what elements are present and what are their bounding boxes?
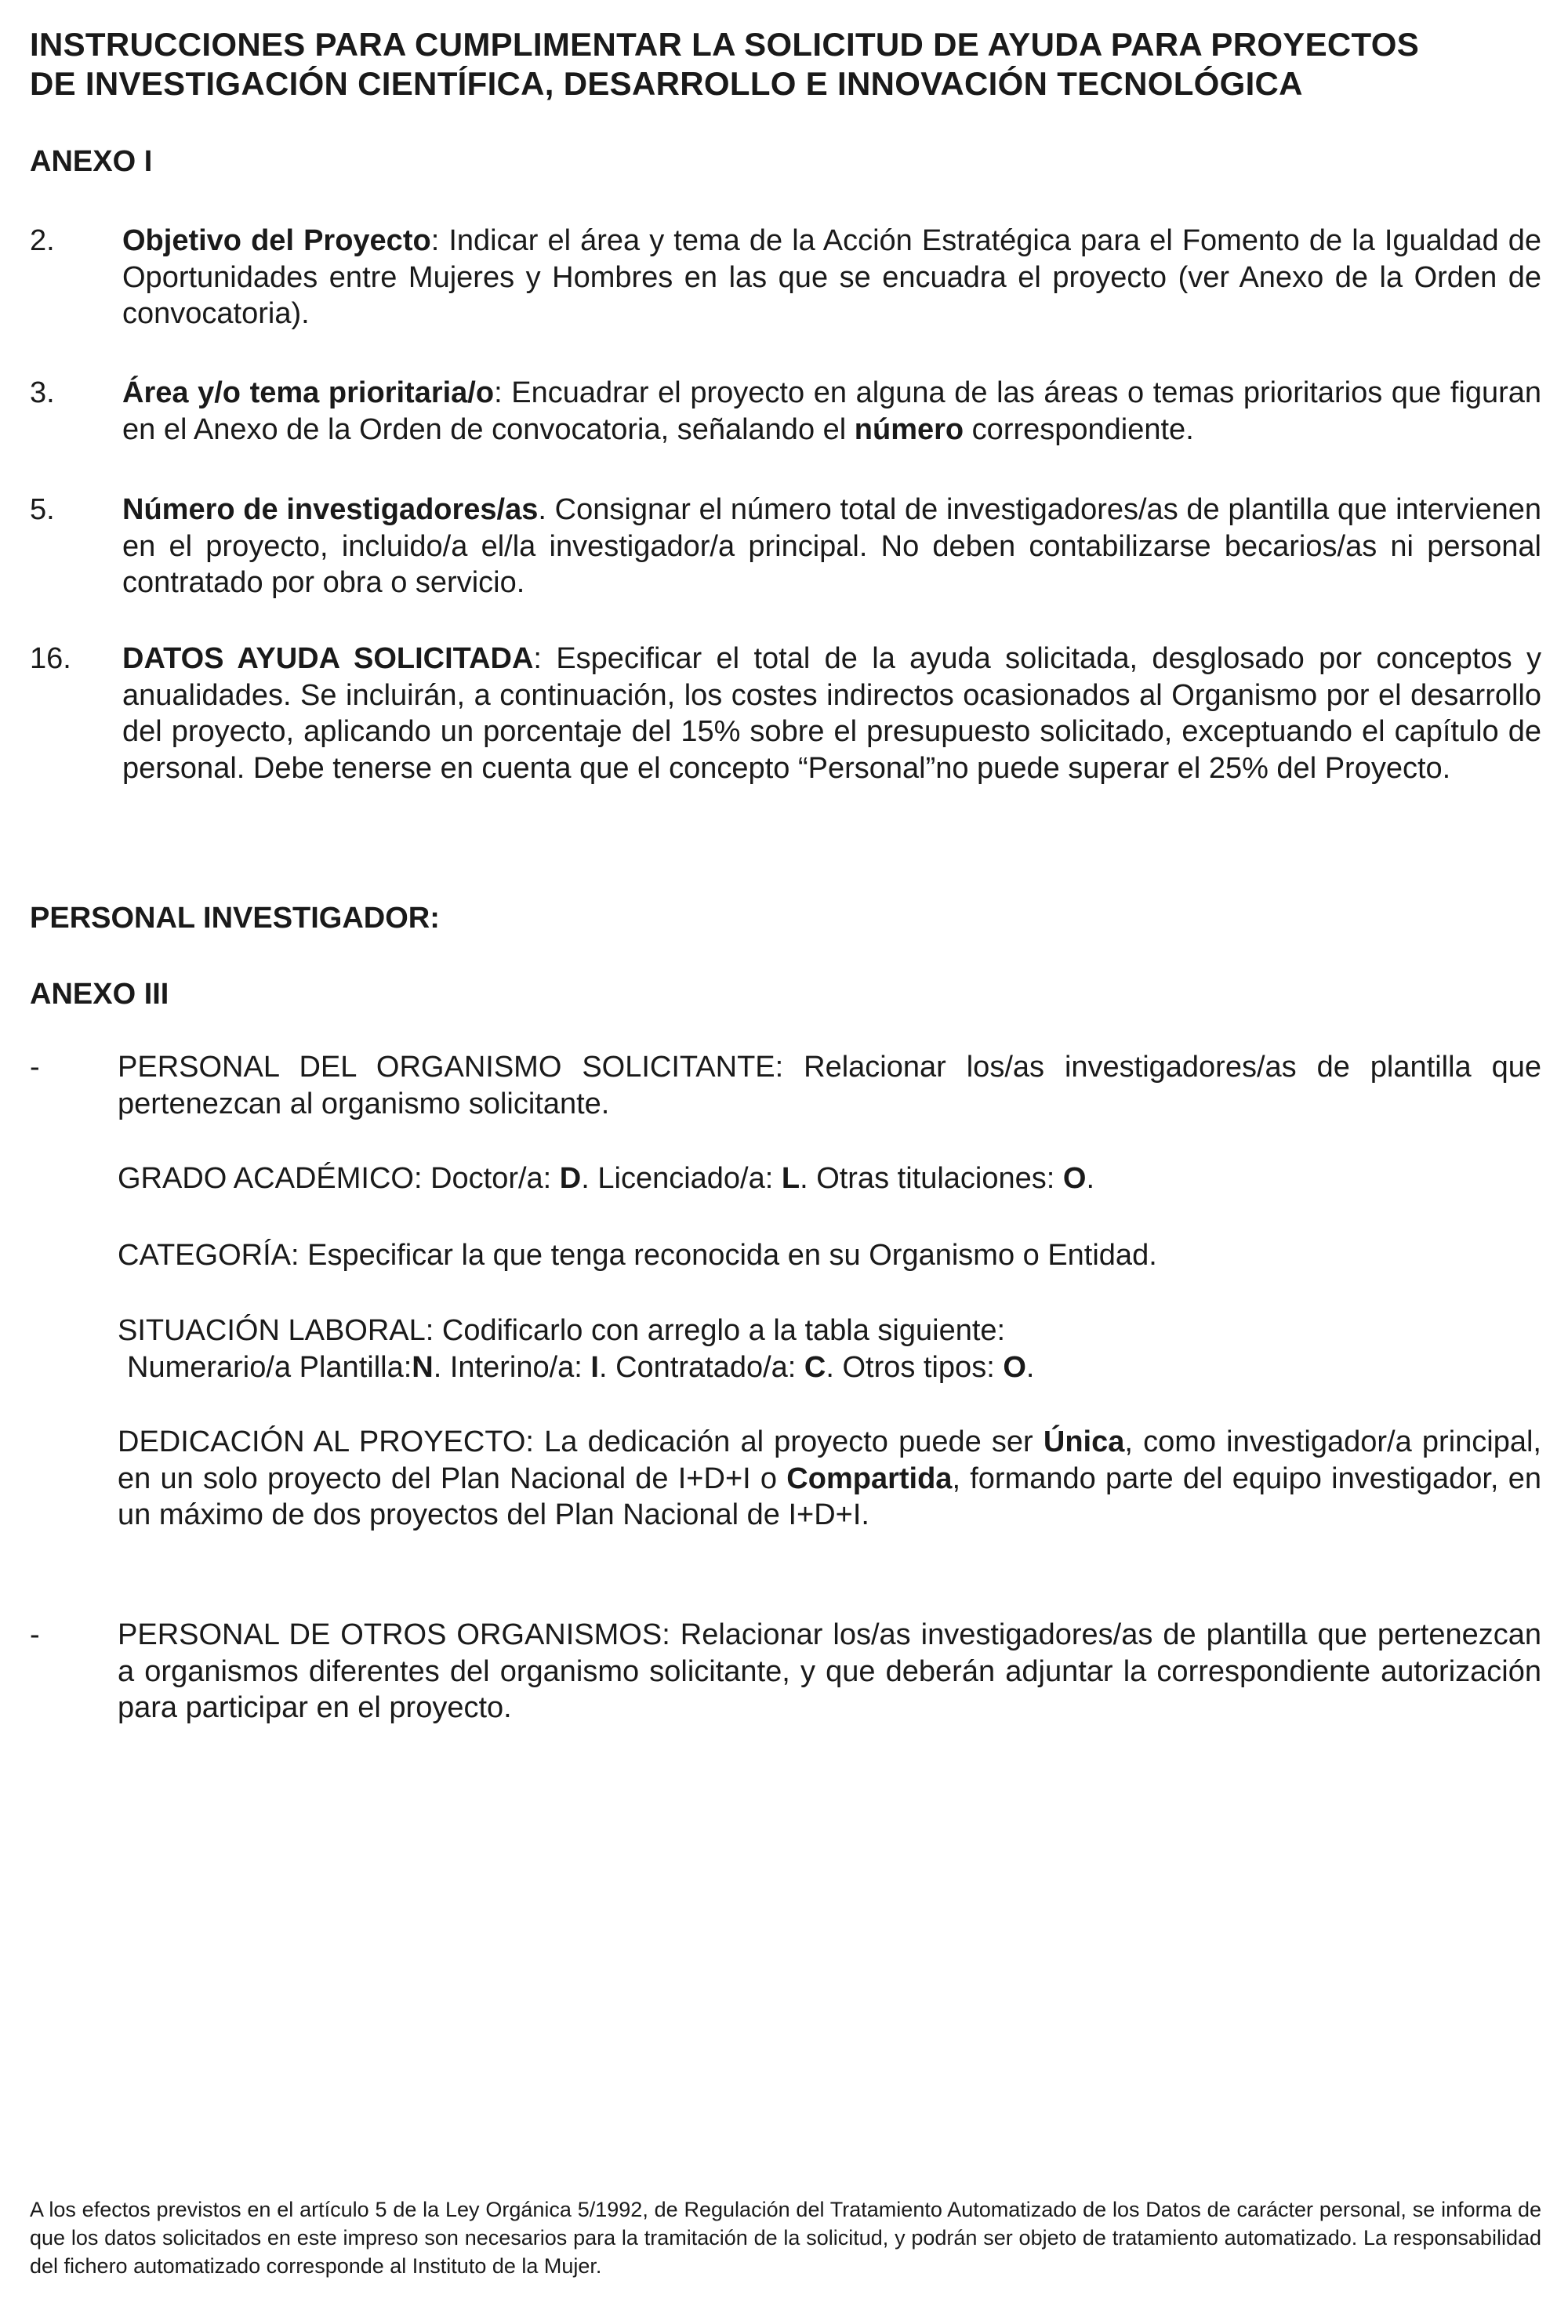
para-text: . Licenciado/a: <box>581 1162 782 1195</box>
para-label: DEDICACIÓN AL PROYECTO: <box>118 1425 534 1458</box>
para-text: Relacionar los/as investigadores/as de plantilla que pertenezcan a organismos diferentes del organismo solicitante, y que deberán adjuntar la correspondiente autorización para participar en el proyecto. <box>118 1618 1541 1724</box>
para-text: . Otras titulaciones: <box>800 1162 1063 1195</box>
list-dash: - <box>30 1618 40 1651</box>
para-text: Relacionar los/as investigadores/as de plantilla que pertenezcan al organismo solicitante. <box>118 1051 1541 1120</box>
situacion-codes <box>118 1349 1541 1386</box>
code-d: D <box>559 1162 582 1195</box>
code-i: I <box>590 1350 599 1384</box>
item-bold-word: número <box>854 412 964 446</box>
anexo-iii-heading: ANEXO III <box>30 978 169 1011</box>
code-l: L <box>781 1162 800 1195</box>
personal-otros-organismos <box>118 1617 1541 1727</box>
item-separator: : <box>494 376 512 409</box>
item-label: Objetivo del Proyecto <box>122 224 431 257</box>
personal-organismo-solicitante <box>118 1049 1541 1122</box>
para-text: . Interino/a: <box>433 1350 591 1384</box>
grado-academico <box>118 1160 1541 1197</box>
legal-footer: A los efectos previstos en el artículo 5 de la Ley Orgánica 5/1992, de Regulación del Tratamiento Automatizado de los Datos de carácter personal, se informa de que los datos solicitados en este impreso son necesarios para la tramitación de la solicitud, y podrán ser objeto de tratamiento automatizado. La responsabilidad del fichero automatizado corresponde al Instituto de la Mujer. <box>30 2198 1541 2278</box>
dedicacion-proyecto <box>118 1424 1541 1534</box>
item-number: 16. <box>30 642 71 675</box>
bold-unica: Única <box>1043 1425 1125 1458</box>
item-area <box>122 375 1541 448</box>
para-label: PERSONAL DE OTROS ORGANISMOS: <box>118 1618 670 1651</box>
item-separator: . <box>538 493 555 526</box>
para-label: SITUACIÓN LABORAL: <box>118 1314 434 1347</box>
para-text: Doctor/a: <box>430 1162 560 1195</box>
item-separator: : <box>430 224 449 257</box>
item-text: Encuadrar el proyecto en alguna de las áreas o temas prioritarios que figuran en el Anexo de la Orden de convocatoria, señalando el <box>122 376 1542 446</box>
para-text: Numerario/a Plantilla: <box>127 1350 412 1384</box>
para-text: Especificar la que tenga reconocida en su Organismo o Entidad. <box>307 1239 1157 1272</box>
bold-compartida: Compartida <box>786 1462 953 1495</box>
code-o: O <box>1062 1162 1087 1195</box>
code-n: N <box>412 1350 434 1384</box>
para-label: GRADO ACADÉMICO: <box>118 1162 423 1195</box>
categoria <box>118 1237 1541 1274</box>
item-datos-ayuda <box>122 641 1541 786</box>
title-line-2: DE INVESTIGACIÓN CIENTÍFICA, DESARROLLO E INNOVACIÓN TECNOLÓGICA <box>30 65 1303 102</box>
item-label: DATOS AYUDA SOLICITADA <box>122 642 534 675</box>
list-dash: - <box>30 1051 40 1084</box>
anexo-i-heading: ANEXO I <box>30 145 153 178</box>
item-number: 3. <box>30 376 55 409</box>
item-text-end: correspondiente. <box>964 412 1194 446</box>
item-number: 5. <box>30 493 55 526</box>
para-text: Codificarlo con arreglo a la tabla siguiente: <box>441 1314 1006 1347</box>
document-title <box>30 25 1551 103</box>
para-label: CATEGORÍA: <box>118 1239 299 1272</box>
item-label: Número de investigadores/as <box>122 493 539 526</box>
personal-investigador-heading: PERSONAL INVESTIGADOR: <box>30 902 440 935</box>
item-objetivo <box>122 223 1541 332</box>
code-o: O <box>1003 1350 1026 1384</box>
para-text: , formando parte del equipo investigador, en un máximo de dos proyectos del Plan Nacional de I+D+I. <box>118 1462 1541 1531</box>
para-text: La dedicación al proyecto puede ser <box>544 1425 1044 1458</box>
item-text: Consignar el número total de investigadores/as de plantilla que intervienen en el proyecto, incluido/a el/la investigador/a principal. No deben contabilizarse becarios/as ni personal contratado por obra o servicio. <box>122 493 1541 599</box>
code-c: C <box>804 1350 826 1384</box>
para-text: , como investigador/a principal, en un solo proyecto del Plan Nacional de I+D+I o <box>118 1425 1541 1495</box>
item-investigadores <box>122 492 1541 601</box>
para-text: . Contratado/a: <box>598 1350 804 1384</box>
para-text: . Otros tipos: <box>826 1350 1004 1384</box>
para-text: . <box>1086 1162 1095 1195</box>
item-text: Indicar el área y tema de la Acción Estratégica para el Fomento de la Igualdad de Oportunidades entre Mujeres y Hombres en las que se encuadra el proyecto (ver Anexo de la Orden de convocatoria). <box>122 224 1541 330</box>
situacion-laboral <box>118 1313 1541 1385</box>
para-label: PERSONAL DEL ORGANISMO SOLICITANTE: <box>118 1051 784 1084</box>
title-line-1: INSTRUCCIONES PARA CUMPLIMENTAR LA SOLICITUD DE AYUDA PARA PROYECTOS <box>30 26 1420 63</box>
item-text: Especificar el total de la ayuda solicitada, desglosado por conceptos y anualidades. Se incluirán, a continuación, los costes indirectos ocasionados al Organismo por el desarrollo del proyecto, aplicando un porcentaje del 15% sobre el presupuesto solicitado, exceptuando el capítulo de personal. Debe tenerse en cuenta que el concepto “Personal”no puede superar el 25% del Proyecto. <box>122 642 1541 785</box>
item-number: 2. <box>30 224 55 257</box>
para-text: . <box>1025 1350 1035 1384</box>
item-separator: : <box>533 642 557 675</box>
item-label: Área y/o tema prioritaria/o <box>122 376 495 409</box>
